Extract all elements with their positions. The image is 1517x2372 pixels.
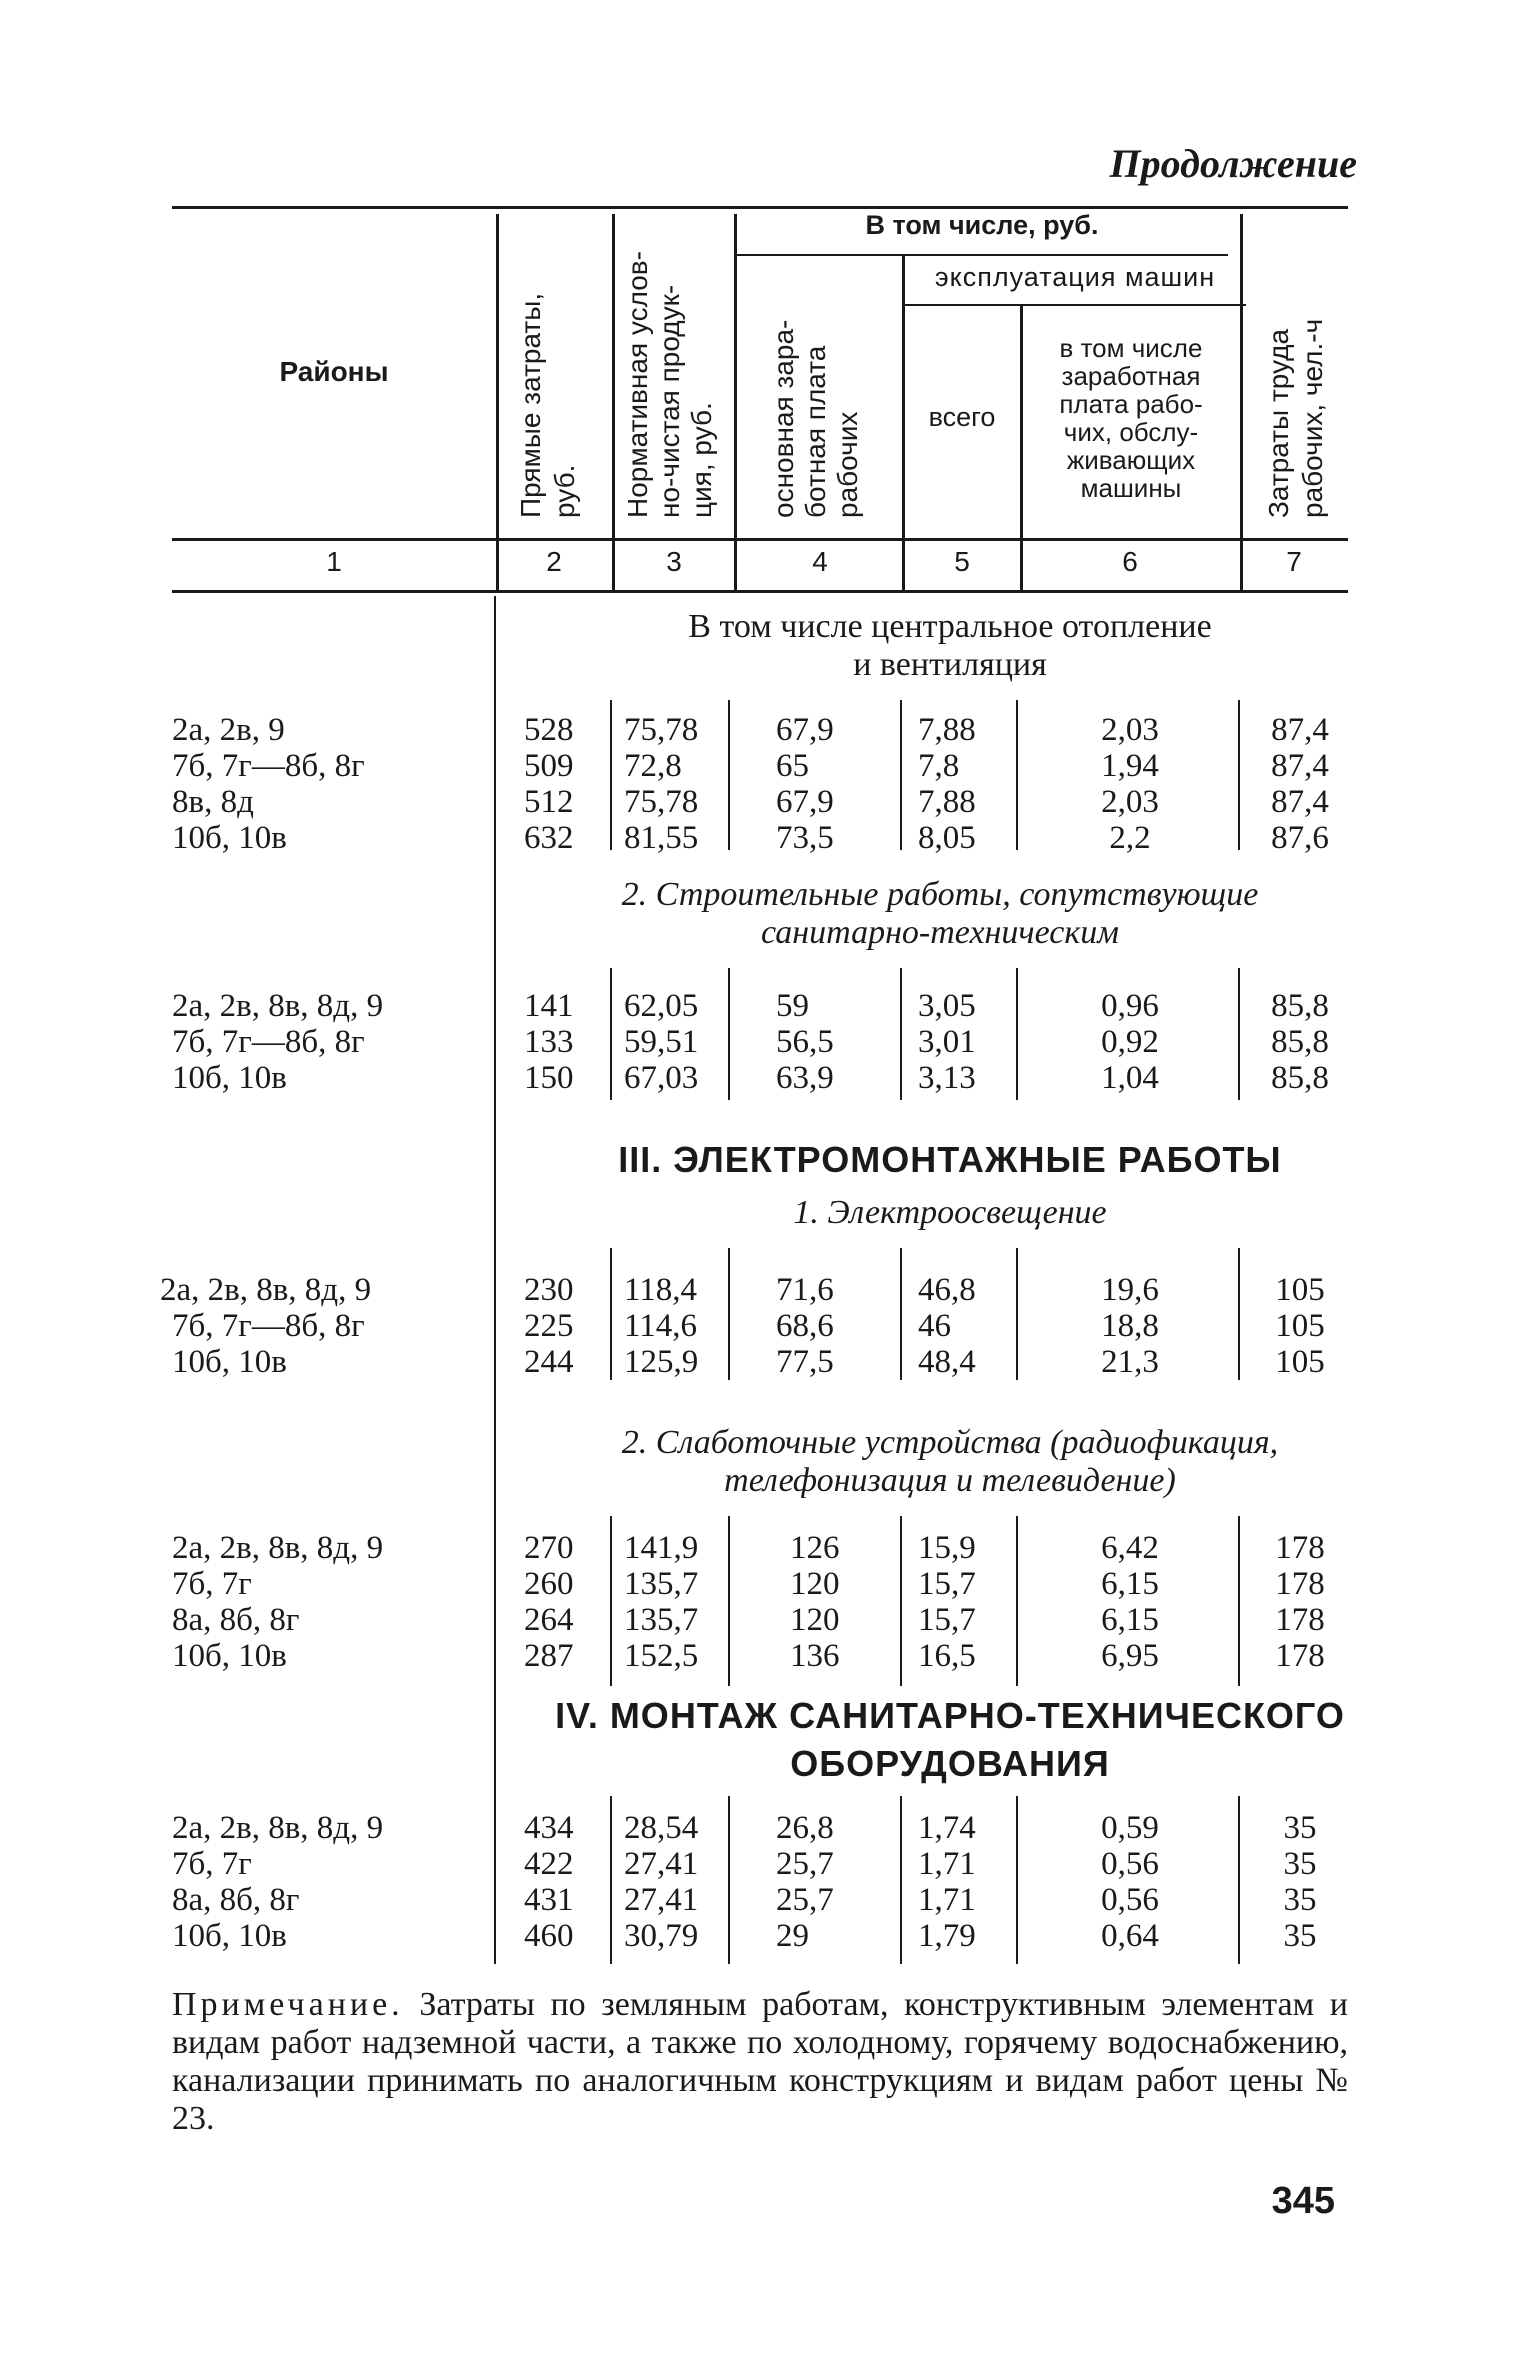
cell-direct: 260 [524, 1566, 574, 1602]
cell-normative: 62,05 [624, 988, 699, 1024]
cell-direct: 422 [524, 1846, 574, 1882]
cell-machines-total: 1,74 [918, 1810, 976, 1846]
section-heading-sanitary: IV. МОНТАЖ САНИТАРНО-ТЕХНИЧЕСКОГО ОБОРУДОВАНИЯ [555, 1695, 1345, 1784]
column-number-7: 7 [1286, 546, 1302, 577]
header-labor-costs: Затраты труда рабочих, чел.-ч [1263, 318, 1328, 518]
cell-direct: 509 [524, 748, 574, 784]
header-bottom-rule [172, 538, 1348, 541]
footnote [172, 1986, 1348, 2138]
cell-machines-wage: 21,3 [1101, 1344, 1159, 1380]
cell-wage: 68,6 [776, 1308, 834, 1344]
cell-normative: 27,41 [624, 1882, 699, 1918]
cell-machines-total: 1,79 [918, 1918, 976, 1954]
group-machines-rule [904, 304, 1246, 306]
cell-normative: 28,54 [624, 1810, 699, 1846]
cell-machines-total: 1,71 [918, 1882, 976, 1918]
cell-normative: 27,41 [624, 1846, 699, 1882]
cell-normative: 72,8 [624, 748, 682, 784]
cell-labor: 178 [1275, 1602, 1325, 1638]
cell-district: 10б, 10в [172, 1060, 287, 1096]
cell-labor: 87,6 [1271, 820, 1329, 856]
cell-wage: 65 [776, 748, 809, 784]
table-row [0, 1602, 1517, 1638]
table-row [0, 1344, 1517, 1380]
page-number: 345 [1271, 2180, 1335, 2222]
section-title-construction: 2. Строительные работы, сопутствующие санитарно-техническим [621, 876, 1259, 951]
column-number-6: 6 [1122, 546, 1138, 577]
cell-labor: 87,4 [1271, 784, 1329, 820]
cell-district: 7б, 7г—8б, 8г [172, 1308, 365, 1344]
cell-machines-wage: 0,56 [1101, 1882, 1159, 1918]
cell-machines-wage: 2,03 [1101, 712, 1159, 748]
cell-wage: 25,7 [776, 1846, 834, 1882]
header-base-wage: основная зара- ботная плата рабочих [768, 319, 863, 518]
cell-machines-wage: 19,6 [1101, 1272, 1159, 1308]
cell-normative: 118,4 [624, 1272, 698, 1308]
header-machine-wage: в том числе заработная плата рабо- чих, обслу- живающих машины [1059, 333, 1203, 503]
cell-wage: 63,9 [776, 1060, 834, 1096]
cell-direct: 141 [524, 988, 574, 1024]
cell-direct: 150 [524, 1060, 574, 1096]
header-direct-costs: Прямые затраты, руб. [515, 292, 580, 518]
cell-wage: 56,5 [776, 1024, 834, 1060]
cell-labor: 35 [1283, 1882, 1317, 1918]
cell-direct: 225 [524, 1308, 574, 1344]
cell-labor: 178 [1275, 1638, 1325, 1674]
header-machine-operation: эксплуатация машин [934, 262, 1216, 292]
cell-labor: 35 [1283, 1810, 1317, 1846]
cell-direct: 287 [524, 1638, 574, 1674]
table-row [0, 1530, 1517, 1566]
cell-wage: 29 [776, 1918, 809, 1954]
cell-wage: 67,9 [776, 712, 834, 748]
cell-normative: 152,5 [624, 1638, 699, 1674]
cell-machines-wage: 0,59 [1101, 1810, 1159, 1846]
column-number-5: 5 [954, 546, 970, 577]
cell-direct: 244 [524, 1344, 574, 1380]
cell-machines-total: 3,05 [918, 988, 976, 1024]
cell-district: 2а, 2в, 9 [172, 712, 285, 748]
cell-machines-wage: 2,2 [1109, 820, 1151, 856]
cell-district: 8в, 8д [172, 784, 254, 820]
cell-district: 2а, 2в, 8в, 8д, 9 [160, 1272, 372, 1308]
cell-direct: 434 [524, 1810, 574, 1846]
header-group-including: В том числе, руб. [865, 210, 1099, 240]
table-row [0, 1060, 1517, 1096]
cell-machines-wage: 6,95 [1101, 1638, 1159, 1674]
footnote-text: Затраты по земляным работам, конструктивным элементам и видам работ надземной части, а также по холодному, горячему водоснабжению, канализации принимать по аналогичным конструкциям и видам работ цены № 23. [172, 1986, 1349, 2137]
cell-labor: 85,8 [1271, 1024, 1329, 1060]
cell-normative: 135,7 [624, 1566, 699, 1602]
header-districts: Районы [279, 356, 389, 387]
table-row [0, 1308, 1517, 1344]
continuation-label: Продолжение [1109, 141, 1357, 186]
cell-labor: 105 [1275, 1308, 1325, 1344]
cell-machines-total: 8,05 [918, 820, 976, 856]
cell-machines-total: 15,7 [918, 1566, 976, 1602]
cell-direct: 230 [524, 1272, 574, 1308]
cell-district: 8а, 8б, 8г [172, 1882, 300, 1918]
cell-normative: 30,79 [624, 1918, 699, 1954]
cell-machines-total: 7,88 [918, 784, 976, 820]
cell-machines-wage: 0,56 [1101, 1846, 1159, 1882]
cell-machines-wage: 0,96 [1101, 988, 1159, 1024]
cell-direct: 133 [524, 1024, 574, 1060]
cell-normative: 114,6 [624, 1308, 698, 1344]
cell-machines-total: 3,01 [918, 1024, 976, 1060]
cell-district: 2а, 2в, 8в, 8д, 9 [172, 1810, 384, 1846]
table-row [0, 784, 1517, 820]
cell-wage: 26,8 [776, 1810, 834, 1846]
cell-machines-total: 1,71 [918, 1846, 976, 1882]
cell-machines-wage: 6,15 [1101, 1602, 1159, 1638]
table-row [0, 1566, 1517, 1602]
section-heading-electrical: III. ЭЛЕКТРОМОНТАЖНЫЕ РАБОТЫ [618, 1139, 1282, 1180]
table-row [0, 1810, 1517, 1846]
cell-labor: 178 [1275, 1566, 1325, 1602]
cell-labor: 85,8 [1271, 988, 1329, 1024]
table-row [0, 1918, 1517, 1954]
cell-labor: 35 [1283, 1846, 1317, 1882]
cell-district: 10б, 10в [172, 1344, 287, 1380]
table-row [0, 1882, 1517, 1918]
cell-wage: 59 [776, 988, 809, 1024]
column-numbers-rule [172, 590, 1348, 593]
cell-normative: 75,78 [624, 712, 699, 748]
cell-district: 2а, 2в, 8в, 8д, 9 [172, 988, 384, 1024]
cell-wage: 25,7 [776, 1882, 834, 1918]
cell-direct: 431 [524, 1882, 574, 1918]
cell-machines-total: 7,88 [918, 712, 976, 748]
cell-machines-wage: 6,15 [1101, 1566, 1159, 1602]
cell-direct: 264 [524, 1602, 574, 1638]
cell-normative: 125,9 [624, 1344, 699, 1380]
cell-district: 2а, 2в, 8в, 8д, 9 [172, 1530, 384, 1566]
cell-labor: 178 [1275, 1530, 1325, 1566]
column-number-1: 1 [326, 546, 342, 577]
section-title-low-current: 2. Слаботочные устройства (радиофикация, телефонизация и телевидение) [621, 1424, 1279, 1499]
cell-wage: 77,5 [776, 1344, 834, 1380]
cell-wage: 126 [790, 1530, 840, 1566]
footnote-label: Примечание. [172, 1986, 404, 2023]
cell-machines-total: 15,7 [918, 1602, 976, 1638]
cell-machines-total: 46,8 [918, 1272, 976, 1308]
header-total: всего [928, 402, 996, 432]
cell-labor: 105 [1275, 1344, 1325, 1380]
cell-normative: 67,03 [624, 1060, 699, 1096]
section-title-heating: В том числе центральное отопление и вентиляция [688, 608, 1212, 683]
cell-labor: 87,4 [1271, 748, 1329, 784]
column-number-2: 2 [546, 546, 562, 577]
cell-wage: 136 [790, 1638, 840, 1674]
table-row [0, 748, 1517, 784]
table-row [0, 820, 1517, 856]
cell-district: 10б, 10в [172, 820, 287, 856]
cell-normative: 141,9 [624, 1530, 699, 1566]
cell-machines-wage: 1,04 [1101, 1060, 1159, 1096]
cell-district: 10б, 10в [172, 1918, 287, 1954]
table-row [0, 1024, 1517, 1060]
cell-wage: 71,6 [776, 1272, 834, 1308]
header-normative-product: Нормативная услов- но-чистая продук- ция, руб. [622, 251, 717, 518]
cell-direct: 460 [524, 1918, 574, 1954]
cell-direct: 512 [524, 784, 574, 820]
cell-direct: 632 [524, 820, 574, 856]
column-number-4: 4 [812, 546, 828, 577]
cell-wage: 67,9 [776, 784, 834, 820]
cell-normative: 59,51 [624, 1024, 699, 1060]
header-vrule-1 [496, 214, 499, 590]
cell-machines-wage: 1,94 [1101, 748, 1159, 784]
cell-labor: 105 [1275, 1272, 1325, 1308]
cell-district: 7б, 7г—8б, 8г [172, 748, 365, 784]
cell-normative: 81,55 [624, 820, 699, 856]
cell-district: 7б, 7г [172, 1566, 252, 1602]
cell-wage: 120 [790, 1566, 840, 1602]
table-row [0, 1272, 1517, 1308]
cell-labor: 87,4 [1271, 712, 1329, 748]
cell-direct: 270 [524, 1530, 574, 1566]
cell-direct: 528 [524, 712, 574, 748]
cell-machines-wage: 0,64 [1101, 1918, 1159, 1954]
header-vrule-3 [734, 214, 737, 590]
cell-wage: 73,5 [776, 820, 834, 856]
cell-machines-wage: 0,92 [1101, 1024, 1159, 1060]
cell-machines-total: 46 [918, 1308, 951, 1344]
cell-district: 8а, 8б, 8г [172, 1602, 300, 1638]
cell-district: 10б, 10в [172, 1638, 287, 1674]
header-vrule-2 [612, 214, 615, 590]
cell-machines-wage: 6,42 [1101, 1530, 1159, 1566]
table-row [0, 712, 1517, 748]
table-row [0, 1846, 1517, 1882]
cell-normative: 135,7 [624, 1602, 699, 1638]
cell-machines-wage: 18,8 [1101, 1308, 1159, 1344]
table-row [0, 988, 1517, 1024]
cell-labor: 85,8 [1271, 1060, 1329, 1096]
section-title-lighting: 1. Электроосвещение [793, 1194, 1107, 1231]
header-top-rule [172, 206, 1348, 209]
cell-district: 7б, 7г [172, 1846, 252, 1882]
cell-district: 7б, 7г—8б, 8г [172, 1024, 365, 1060]
cell-machines-wage: 2,03 [1101, 784, 1159, 820]
cell-machines-total: 3,13 [918, 1060, 976, 1096]
cell-machines-total: 48,4 [918, 1344, 976, 1380]
cell-machines-total: 7,8 [918, 748, 960, 784]
cell-machines-total: 16,5 [918, 1638, 976, 1674]
cell-labor: 35 [1283, 1918, 1317, 1954]
table-row [0, 1638, 1517, 1674]
cell-machines-total: 15,9 [918, 1530, 976, 1566]
group-main-rule [736, 254, 1228, 256]
column-number-3: 3 [666, 546, 682, 577]
cell-normative: 75,78 [624, 784, 699, 820]
cell-wage: 120 [790, 1602, 840, 1638]
